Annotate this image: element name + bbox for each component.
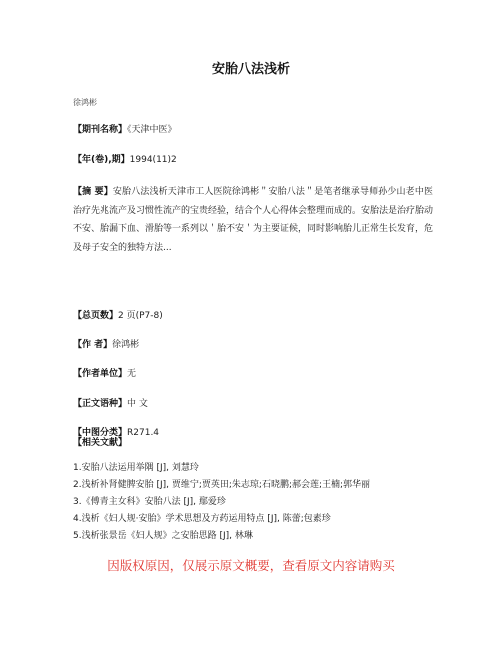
related-label: 【相关文献】 bbox=[73, 438, 128, 448]
related-item[interactable]: 4.浅析《妇人规·安胎》学术思想及方药运用特点 [J], 陈蕾;包素珍 bbox=[73, 514, 331, 524]
language-value: 中 文 bbox=[127, 399, 148, 409]
authors-field bbox=[73, 339, 139, 352]
related-item[interactable]: 1.安胎八法运用举隅 [J], 刘慧玲 bbox=[73, 463, 199, 473]
classification-label: 【中图分类】 bbox=[73, 428, 128, 438]
document-title: 安胎八法浅析 bbox=[211, 62, 290, 77]
language-field bbox=[73, 398, 148, 411]
related-item[interactable]: 2.浅析补肾健脾安胎 [J], 贾维宁;贾英田;朱志琼;石晓鹏;郝会莲;王楠;郭华丽 bbox=[73, 480, 371, 490]
journal-label: 【期刊名称】 bbox=[73, 125, 128, 135]
pages-field bbox=[73, 310, 163, 323]
affiliation-label: 【作者单位】 bbox=[73, 369, 128, 379]
authors-value: 徐鸿彬 bbox=[112, 340, 140, 350]
journal-value: 《天津中医》 bbox=[127, 125, 177, 135]
copyright-notice: 因版权原因，仅展示原文概要，查看原文内容请购买 bbox=[107, 558, 395, 573]
pages-label: 【总页数】 bbox=[73, 311, 119, 321]
year-volume-field bbox=[73, 154, 177, 167]
abstract-field bbox=[73, 183, 433, 257]
author-name: 徐鸿彬 bbox=[73, 98, 97, 107]
authors-label: 【作 者】 bbox=[73, 340, 113, 350]
pages-value: 2 页(P7-8) bbox=[118, 311, 163, 321]
abstract-label: 【摘 要】 bbox=[73, 187, 113, 197]
related-item[interactable]: 3.《傅青主女科》安胎八法 [J], 鄢爱珍 bbox=[73, 497, 226, 507]
abstract-text: 安胎八法浅析天津市工人医院徐鸿彬＂安胎八法＂是笔者继承导师孙少山老中医治疗先兆流产及习惯性流产的宝贵经验，结合个人心得体会整理而成的。安胎法是治疗胎动不安、胎漏下血、滑胎等一系列以＇胎不安＇为主要证候，同时影响胎儿正常生长发育，危及母子安全的独特方法... bbox=[73, 187, 434, 253]
related-label-container bbox=[73, 437, 127, 450]
affiliation-value: 无 bbox=[127, 369, 137, 379]
classification-value: R271.4 bbox=[127, 428, 160, 438]
related-list bbox=[73, 460, 433, 545]
related-item[interactable]: 5.浅析张景岳《妇人规》之安胎思路 [J], 林琳 bbox=[73, 531, 253, 541]
journal-field bbox=[73, 124, 177, 137]
language-label: 【正文语种】 bbox=[73, 399, 128, 409]
year-volume-label: 【年(卷),期】 bbox=[73, 155, 130, 165]
affiliation-field bbox=[73, 368, 136, 381]
year-volume-value: 1994(11)2 bbox=[129, 155, 177, 165]
